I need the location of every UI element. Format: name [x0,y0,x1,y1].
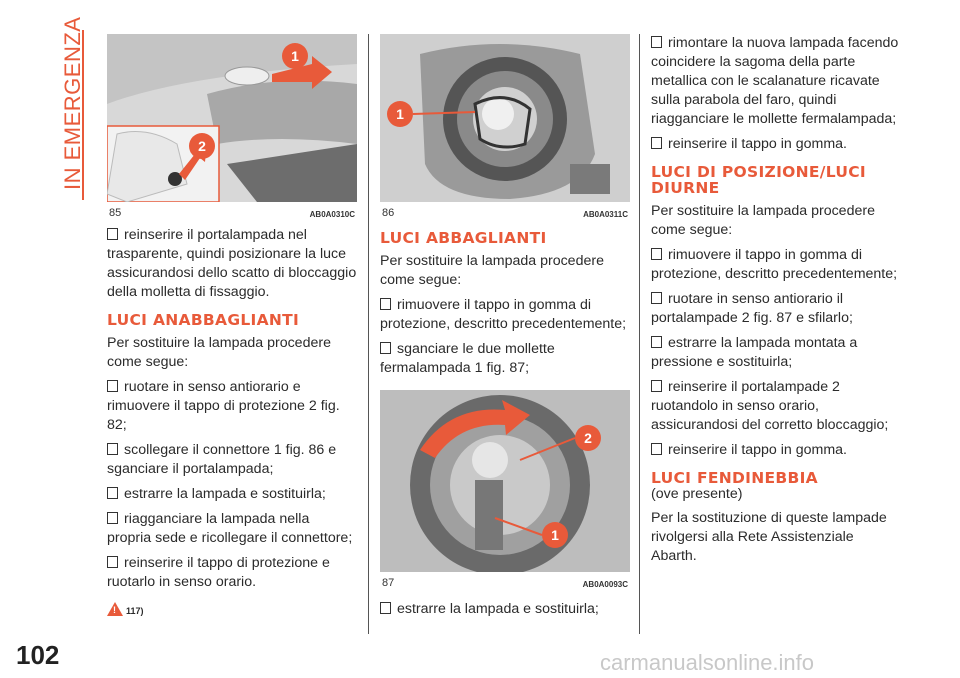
section-subtitle: (ove presente) [651,486,743,502]
figure-87-illustration [380,390,630,572]
callout-1: 1 [291,48,299,64]
warning-ref-number: 117) [126,606,144,616]
figure-87 [380,390,630,590]
bullet-icon [107,512,118,524]
bullet-icon [651,36,662,48]
warning-icon: ! [107,602,123,616]
bullet-item: reinserire il portalampade 2 ruotandolo in senso orario, assicurandosi del corretto bloccaggio; [651,379,889,433]
bullet-icon [651,137,662,149]
intro-text: Per sostituire la lampada procedere come segue: [651,203,875,238]
bullet-icon [651,380,662,392]
bullet-item: reinserire il tappo in gomma. [651,441,901,460]
bullet-item: sganciare le due mollette fermalampada 1 fig. 87; [380,341,555,376]
bullet-icon [651,248,662,260]
section-heading: LUCI FENDINEBBIA [651,469,818,487]
callout-2: 2 [198,138,206,154]
callout-2: 2 [584,430,592,446]
bullet-item: ruotare in senso antiorario e rimuovere il tappo di protezione 2 fig. 82; [107,379,340,433]
bullet-icon [651,443,662,455]
bullet-icon [651,292,662,304]
bullet-icon [107,228,118,240]
figure-85 [107,34,357,220]
section-heading: LUCI DI POSIZIONE/LUCI DIURNE [651,163,867,197]
bullet-item: reinserire il portalampada nel trasparente, quindi posizionare la luce assicurandosi dello scatto di bloccaggio della molletta di fissaggio. [107,227,357,300]
figure-85-illustration [107,34,357,202]
column-3 [651,34,901,566]
bullet-icon [380,342,391,354]
figure-number: 87 [382,577,395,589]
section-tab [52,16,92,200]
watermark: carmanualsonline.info [600,650,815,675]
figure-86-illustration [380,34,630,202]
bullet-item: reinserire il tappo di protezione e ruotarlo in senso orario. [107,555,330,590]
callout-1: 1 [396,106,404,122]
bullet-item: reinserire il tappo in gomma. [651,135,901,154]
body-text: Per la sostituzione di queste lampade rivolgersi alla Rete Assistenziale Abarth. [651,510,887,564]
bullet-item: riagganciare la lampada nella propria sede e ricollegare il connettore; [107,511,353,546]
bullet-icon [380,298,391,310]
bullet-item: estrarre la lampada montata a pressione e sostituirla; [651,335,858,370]
bullet-item: rimuovere il tappo in gomma di protezione, descritto precedentemente; [651,247,898,282]
section-heading: LUCI ANABBAGLIANTI [107,311,300,329]
column-1 [107,34,357,616]
column-2 [380,34,630,619]
intro-text: Per sostituire la lampada procedere come segue: [107,335,331,370]
bullet-icon [107,443,118,455]
intro-text: Per sostituire la lampada procedere come segue: [380,253,604,288]
bullet-icon [107,380,118,392]
figure-caption [107,202,357,220]
figure-number: 86 [382,207,395,219]
callout-1: 1 [551,527,559,543]
bullet-item: estrarre la lampada e sostituirla; [107,485,357,504]
figure-86 [380,34,630,220]
column-divider [368,34,369,634]
figure-caption [380,572,630,590]
bullet-icon [380,602,391,614]
section-heading: LUCI ABBAGLIANTI [380,229,547,247]
figure-code: AB0A0093C [582,580,628,589]
bullet-item: scollegare il connettore 1 fig. 86 e sganciare il portalampada; [107,442,337,477]
bullet-icon [107,487,118,499]
figure-code: AB0A0310C [309,210,355,219]
figure-number: 85 [109,207,122,219]
warning-reference [107,602,357,616]
bullet-icon [107,556,118,568]
column-divider [639,34,640,634]
figure-code: AB0A0311C [583,210,628,219]
bullet-item: rimontare la nuova lampada facendo coincidere la sagoma della parte metallica con le scalanature ricavate sulla parabola del faro, quindi riagganciare le mollette fermalampada; [651,35,899,127]
bullet-item: estrarre la lampada e sostituirla; [380,600,630,619]
figure-caption [380,202,630,220]
bullet-item: ruotare in senso antiorario il portalampade 2 fig. 87 e sfilarlo; [651,291,853,326]
bullet-icon [651,336,662,348]
bullet-item: rimuovere il tappo in gomma di protezione, descritto precedentemente; [380,297,627,332]
section-tab-label: IN EMERGENZA [60,16,85,190]
page-number: 102 [16,640,60,670]
